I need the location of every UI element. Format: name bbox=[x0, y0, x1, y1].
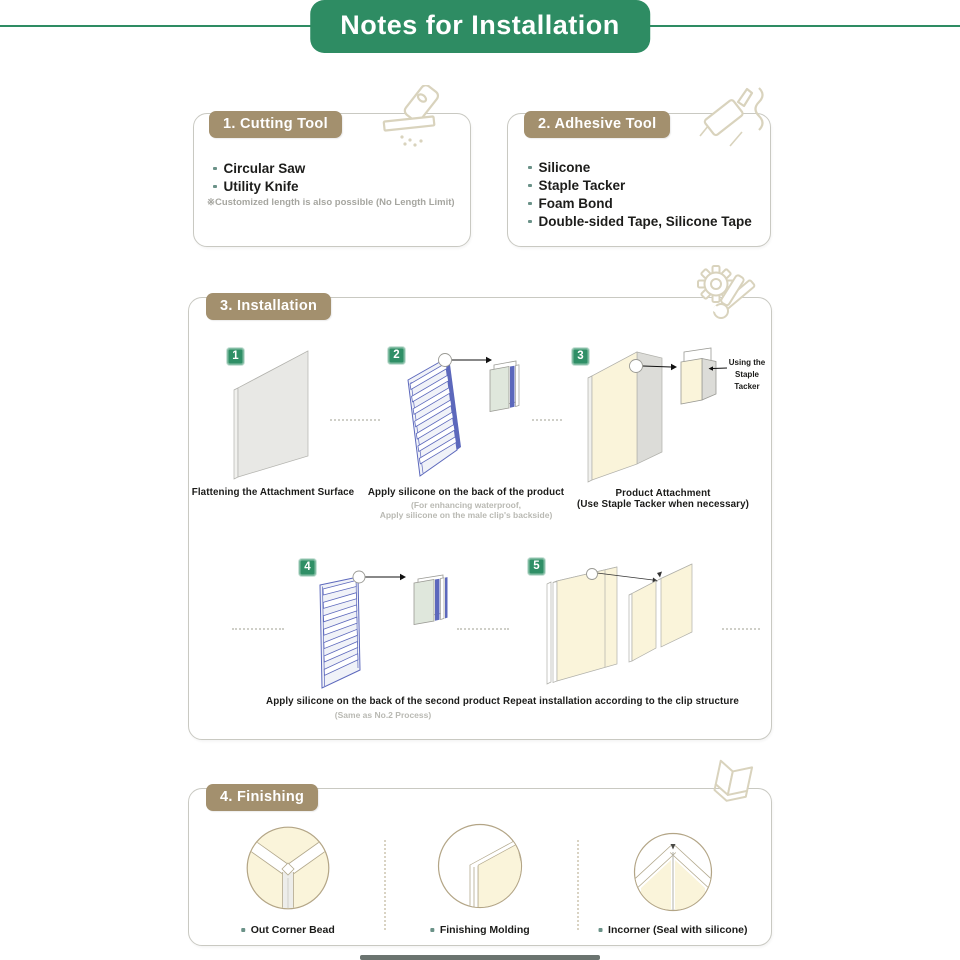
separator-dotted bbox=[457, 628, 509, 630]
step-3-diagram bbox=[585, 346, 730, 488]
step-1-caption: Flattening the Attachment Surface bbox=[191, 487, 355, 498]
cutting-item: Circular Saw bbox=[223, 161, 306, 176]
step-2-subcaption: Apply silicone on the male clip's backside) bbox=[379, 510, 553, 520]
separator-dotted bbox=[722, 628, 760, 630]
bullet-icon bbox=[599, 928, 603, 932]
adhesive-item: Foam Bond bbox=[538, 196, 613, 211]
bullet-icon bbox=[213, 185, 217, 189]
step-3-badge: 3 bbox=[572, 348, 589, 365]
finishing-item-label: Finishing Molding bbox=[439, 924, 530, 936]
bullet-icon bbox=[528, 202, 532, 206]
step-4-subcaption: (Same as No.2 Process) bbox=[334, 710, 432, 720]
list-item bbox=[213, 161, 305, 176]
separator-dotted-vertical bbox=[577, 840, 579, 930]
step-1-diagram bbox=[228, 346, 318, 486]
step-4-diagram bbox=[303, 561, 461, 695]
finishing-item-label: Out Corner Bead bbox=[250, 924, 335, 936]
separator-dotted-vertical bbox=[384, 840, 386, 930]
bullet-icon bbox=[528, 220, 532, 224]
finishing-item bbox=[599, 924, 748, 936]
bullet-icon bbox=[528, 166, 532, 170]
cutting-note: ※Customized length is also possible (No Length Limit) bbox=[207, 197, 455, 208]
separator-dotted bbox=[232, 628, 284, 630]
finishing-molding-diagram bbox=[437, 823, 523, 909]
step-4-caption: Apply silicone on the back of the second product bbox=[266, 696, 500, 707]
step-5-badge: 5 bbox=[528, 558, 545, 575]
list-item bbox=[213, 179, 299, 194]
finishing-item-label: Incorner (Seal with silicone) bbox=[608, 924, 748, 936]
cutting-tool-label: 1. Cutting Tool bbox=[209, 111, 342, 138]
step-2-subcaption: (For enhancing waterproof, bbox=[410, 500, 522, 510]
adhesive-item: Double-sided Tape, Silicone Tape bbox=[538, 214, 752, 229]
separator-dotted bbox=[532, 419, 562, 421]
adhesive-item: Silicone bbox=[538, 160, 591, 175]
bullet-icon bbox=[528, 184, 532, 188]
step-2-badge: 2 bbox=[388, 347, 405, 364]
finishing-item bbox=[241, 924, 335, 936]
bullet-icon bbox=[241, 928, 245, 932]
step-3-caption: Product Attachment bbox=[615, 488, 711, 499]
utility-knife-icon bbox=[376, 85, 458, 151]
step-4-badge: 4 bbox=[299, 559, 316, 576]
gear-wrench-icon bbox=[694, 264, 762, 330]
separator-dotted bbox=[330, 419, 380, 421]
incorner-diagram bbox=[633, 832, 713, 912]
installation-label: 3. Installation bbox=[206, 293, 331, 320]
step-2-caption: Apply silicone on the back of the product bbox=[367, 487, 565, 498]
list-item bbox=[528, 160, 590, 175]
out-corner-bead-diagram bbox=[246, 826, 330, 910]
list-item bbox=[528, 196, 613, 211]
adhesive-tool-label: 2. Adhesive Tool bbox=[524, 111, 670, 138]
page-title: Notes for Installation bbox=[310, 0, 650, 53]
step-3-annotation: Using the Staple Tacker bbox=[728, 358, 766, 391]
list-item bbox=[528, 178, 625, 193]
adhesive-item: Staple Tacker bbox=[538, 178, 626, 193]
corner-molding-icon bbox=[704, 756, 768, 814]
silicone-gun-icon bbox=[698, 84, 774, 148]
step-5-diagram bbox=[543, 560, 718, 700]
step-1-badge: 1 bbox=[227, 348, 244, 365]
list-item bbox=[528, 214, 752, 229]
step-3-subcaption: (Use Staple Tacker when necessary) bbox=[576, 499, 750, 510]
step-2-diagram bbox=[393, 350, 533, 482]
finishing-label: 4. Finishing bbox=[206, 784, 318, 811]
page-bottom-bar bbox=[360, 955, 600, 960]
step-5-caption: Repeat installation according to the clip structure bbox=[503, 696, 739, 707]
finishing-item bbox=[430, 924, 529, 936]
cutting-item: Utility Knife bbox=[223, 179, 299, 194]
bullet-icon bbox=[213, 167, 217, 171]
bullet-icon bbox=[430, 928, 434, 932]
